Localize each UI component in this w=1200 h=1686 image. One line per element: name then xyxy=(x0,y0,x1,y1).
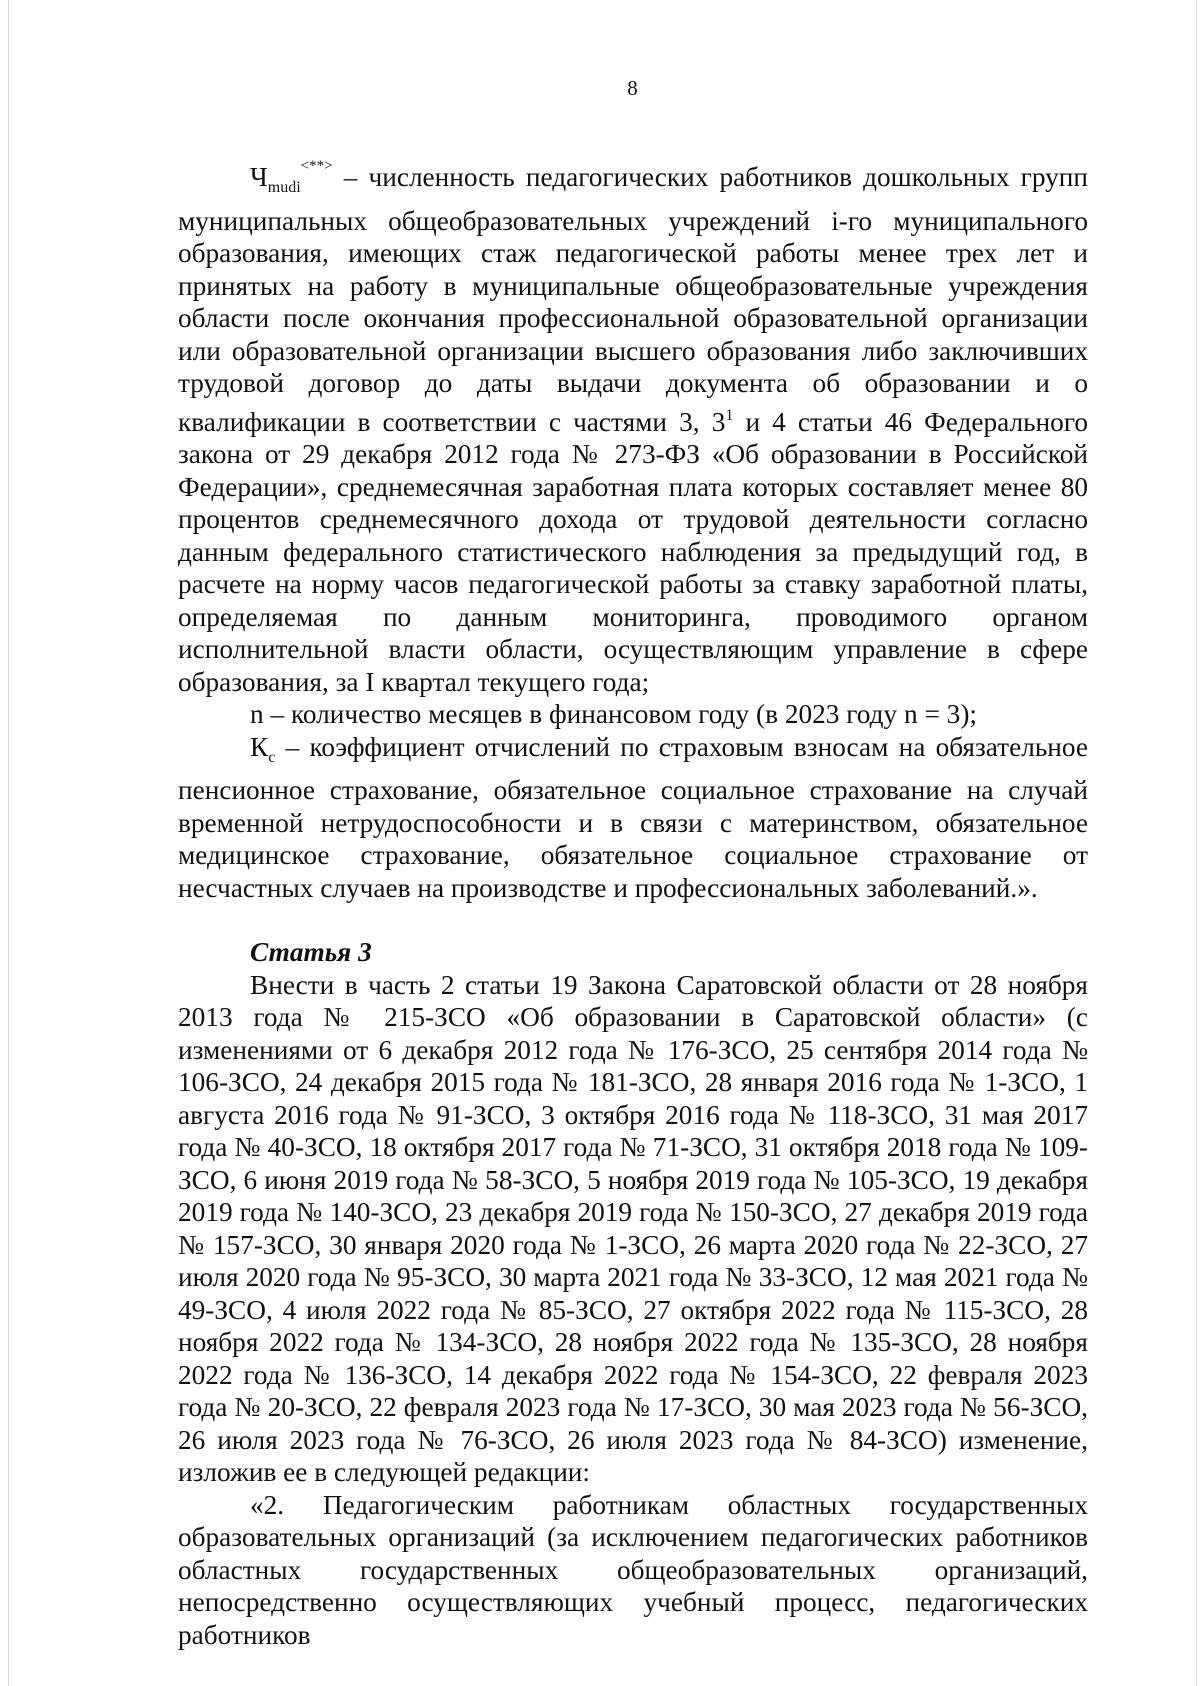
paragraph-n-definition: n – количество месяцев в финансовом году (в 2023 году n = 3); xyxy=(250,699,978,729)
article-title: Статья 3 xyxy=(250,937,372,967)
chmudi-definition-text: – численность педагогических работников дошкольных групп муниципальных общеобразовательных учреждений i-го муниципального образования, имеющих стаж педагогической работы менее трех лет и принятых на работу в муниципальные общеобразовательные учреждения области после окончания профессиональной образовательной организации или образовательной организации высшего образования либо заключивших трудовой договор до даты выдачи документа об образовании и о квалификации в соответствии с частями 3, 3 xyxy=(178,162,1088,437)
kc-symbol: К xyxy=(250,731,269,762)
kc-definition-text: – коэффициент отчислений по страховым взносам на обязательное пенсионное страхование, обязательное социальное страхование на случай временной нетрудоспособности и в связи с материнством, обязательное медицинское страхование, обязательное социальное страхование от несчастных случаев на производстве и профессиональных заболеваний.». xyxy=(178,731,1088,903)
amendment-text: «2. Педагогическим работникам областных государственных образовательных организаций (за исключением педагогических работников областных государственных общеобразовательных организаций, непосредственно осуществляющих учебный процесс, педагогических работников xyxy=(178,1489,1088,1650)
chmudi-definition-tail: и 4 статьи 46 Федерального закона от 29 декабря 2012 года № 273-ФЗ «Об образовании в Российской Федерации», среднемесячная заработная плата которых составляет менее 80 процентов среднемесячного дохода от трудовой деятельности согласно данным федерального статистического наблюдения за предыдущий год, в расчете на норму часов педагогической работы за ставку заработной платы, определяемая по данным мониторинга, проводимого органом исполнительной власти области, осуществляющим управление в сфере образования, за I квартал текущего года; xyxy=(178,406,1088,697)
page-number: 8 xyxy=(627,76,638,100)
kc-subscript: с xyxy=(268,748,276,766)
formula-symbol-subscript: mudi xyxy=(267,179,301,196)
formula-symbol-superscript: <**> xyxy=(300,158,333,174)
paragraph-kc-definition xyxy=(178,731,1088,905)
article-body: Внести в часть 2 статьи 19 Закона Саратовской области от 28 ноября 2013 года № 215-ЗСО «Об образовании в Саратовской области» (с изменениями от 6 декабря 2012 года № 176-ЗСО, 25 сентября 2014 года № 106-ЗСО, 24 декабря 2015 года № 181-ЗСО, 28 января 2016 года № 1-ЗСО, 1 августа 2016 года № 91-ЗСО, 3 октября 2016 года № 118-ЗСО, 31 мая 2017 года № 40-ЗСО, 18 октября 2017 года № 71-ЗСО, 31 октября 2018 года № 109-ЗСО, 6 июня 2019 года № 58-ЗСО, 5 ноября 2019 года № 105-ЗСО, 19 декабря 2019 года № 140-ЗСО, 23 декабря 2019 года № 150-ЗСО, 27 декабря 2019 года № 157-ЗСО, 30 января 2020 года № 1-ЗСО, 26 марта 2020 года № 22-ЗСО, 27 июля 2020 года № 95-ЗСО, 30 марта 2021 года № 33-ЗСО, 12 мая 2021 года № 49-ЗСО, 4 июля 2022 года № 85-ЗСО, 27 октября 2022 года № 115-ЗСО, 28 ноября 2022 года № 134-ЗСО, 28 ноября 2022 года № 135-ЗСО, 28 ноября 2022 года № 136-ЗСО, 14 декабря 2022 года № 154-ЗСО, 22 февраля 2023 года № 20-ЗСО, 22 февраля 2023 года № 17-ЗСО, 30 мая 2023 года № 56-ЗСО, 26 июля 2023 года № 76-ЗСО, 26 июля 2023 года № 84-ЗСО) изменение, изложив ее в следующей редакции: xyxy=(178,969,1088,1487)
scan-edge-left xyxy=(8,0,9,1686)
document-body xyxy=(178,150,1088,1651)
paragraph-chmudi-definition xyxy=(178,150,1088,698)
chmudi-definition-superscript: 1 xyxy=(725,406,734,424)
formula-symbol-main: Ч xyxy=(250,162,268,192)
scan-edge-right xyxy=(1196,0,1197,1686)
